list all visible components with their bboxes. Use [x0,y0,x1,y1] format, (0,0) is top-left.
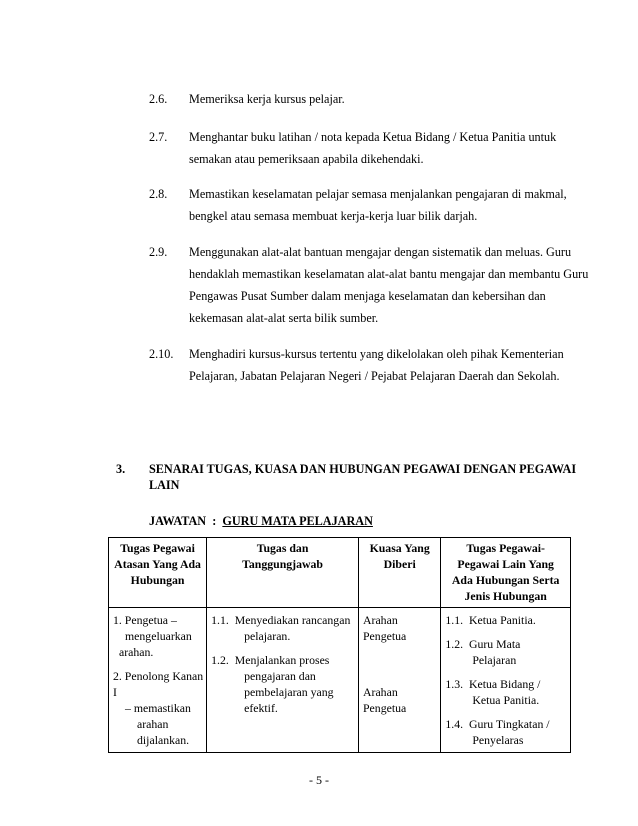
item-text: kekemasan alat-alat serta bilik sumber. [189,311,379,325]
item-text: semakan atau pemeriksaan apabila dikehendaki. [189,152,424,166]
cell-text: arahan. [119,645,154,659]
cell-text: Arahan [363,685,398,699]
header-text: Tugas Pegawai [120,541,195,555]
cell-text: I [113,685,117,699]
header-cell [109,538,207,608]
item-number: 2.9. [149,245,168,259]
cell-number: 1.3. [445,677,464,691]
cell-text: Ketua Bidang / [468,677,541,691]
cell-text: Penyelaras [472,733,524,747]
header-text: Hubungan [130,573,185,587]
table-row [109,608,571,753]
item-text: Pelajaran, Jabatan Pelajaran Negeri / Pejabat Pelajaran Daerah dan Sekolah. [189,369,560,383]
cell-text: Arahan [363,613,398,627]
cell-number: 1.1. [211,613,229,627]
header-cell [441,538,571,608]
cell-text: Menyediakan rancangan [234,613,351,627]
cell-text: Pelajaran [472,653,517,667]
page-number: - 5 - [309,773,329,787]
jawatan-label: JAWATAN : [149,514,223,528]
jawatan-value: GURU MATA PELAJARAN [222,514,373,528]
section-title-line: SENARAI TUGAS, KUASA DAN HUBUNGAN PEGAWAI DENGAN PEGAWAI [149,462,577,476]
item-text: Menghadiri kursus-kursus tertentu yang dikelolakan oleh pihak Kementerian [189,347,564,361]
list-item [149,343,589,387]
section-title-line: LAIN [149,478,180,492]
item-number: 2.10. [149,347,174,361]
list-item [149,183,589,227]
section-number: 3. [116,462,126,476]
item-text: Menghantar buku latihan / nota kepada Ketua Bidang / Ketua Panitia untuk [189,130,557,144]
cell-text: Pengetua [363,629,407,643]
cell-text: 1. Pengetua – [113,613,177,627]
cell-text: dijalankan. [137,733,190,747]
item-text: Memastikan keselamatan pelajar semasa menjalankan pengajaran di makmal, [189,187,567,201]
table-cell [207,608,359,753]
table-cell [109,608,207,753]
cell-text: pembelajaran yang [244,685,334,699]
header-text: Tugas Pegawai- [466,541,545,555]
cell-text: Guru Tingkatan / [468,717,550,731]
cell-text: mengeluarkan [125,629,192,643]
header-text: Tanggungjawab [242,557,323,571]
item-text: bengkel atau semasa membuat kerja-kerja luar bilik darjah. [189,209,478,223]
cell-text: – memastikan [125,701,191,715]
cell-number: 1.2. [445,637,464,651]
cell-text: efektif. [244,701,278,715]
header-text: Diberi [383,557,416,571]
cell-text: pelajaran. [244,629,291,643]
header-text: Tugas dan [256,541,309,555]
cell-number: 1.1. [445,613,464,627]
table-cell [359,608,441,753]
header-text: Kuasa Yang [369,541,430,555]
cell-number: 1.4. [445,717,464,731]
cell-text: pengajaran dan [244,669,316,683]
cell-text: Ketua Panitia. [468,613,536,627]
item-number: 2.6. [149,92,168,106]
cell-text: Pengetua [363,701,407,715]
list-item [149,88,589,110]
header-text: Ada Hubungan Serta [451,573,560,587]
cell-text: Menjalankan proses [234,653,330,667]
cell-text: Ketua Panitia. [472,693,540,707]
header-text: Pegawai Lain Yang [457,557,554,571]
list-item [149,126,589,170]
cell-text: arahan [137,717,169,731]
cell-text: Guru Mata [468,637,521,651]
list-item [149,241,589,329]
header-cell [207,538,359,608]
header-text: Atasan Yang Ada [114,557,201,571]
item-text: Pengawas Pusat Sumber dalam menjaga keselamatan dan kebersihan dan [189,289,546,303]
table-header-row [109,538,571,608]
jawatan-line [149,514,373,529]
item-number: 2.7. [149,130,168,144]
duties-table [108,537,571,753]
cell-text: 2. Penolong Kanan [113,669,204,683]
header-text: Jenis Hubungan [464,589,547,603]
item-number: 2.8. [149,187,168,201]
item-text: hendaklah memastikan keselamatan alat-alat bantu mengajar dan membantu Guru [189,267,589,281]
cell-number: 1.2. [211,653,229,667]
item-text: Menggunakan alat-alat bantuan mengajar dengan sistematik dan meluas. Guru [189,245,572,259]
table-cell [441,608,571,753]
header-cell [359,538,441,608]
item-text: Memeriksa kerja kursus pelajar. [189,92,345,106]
